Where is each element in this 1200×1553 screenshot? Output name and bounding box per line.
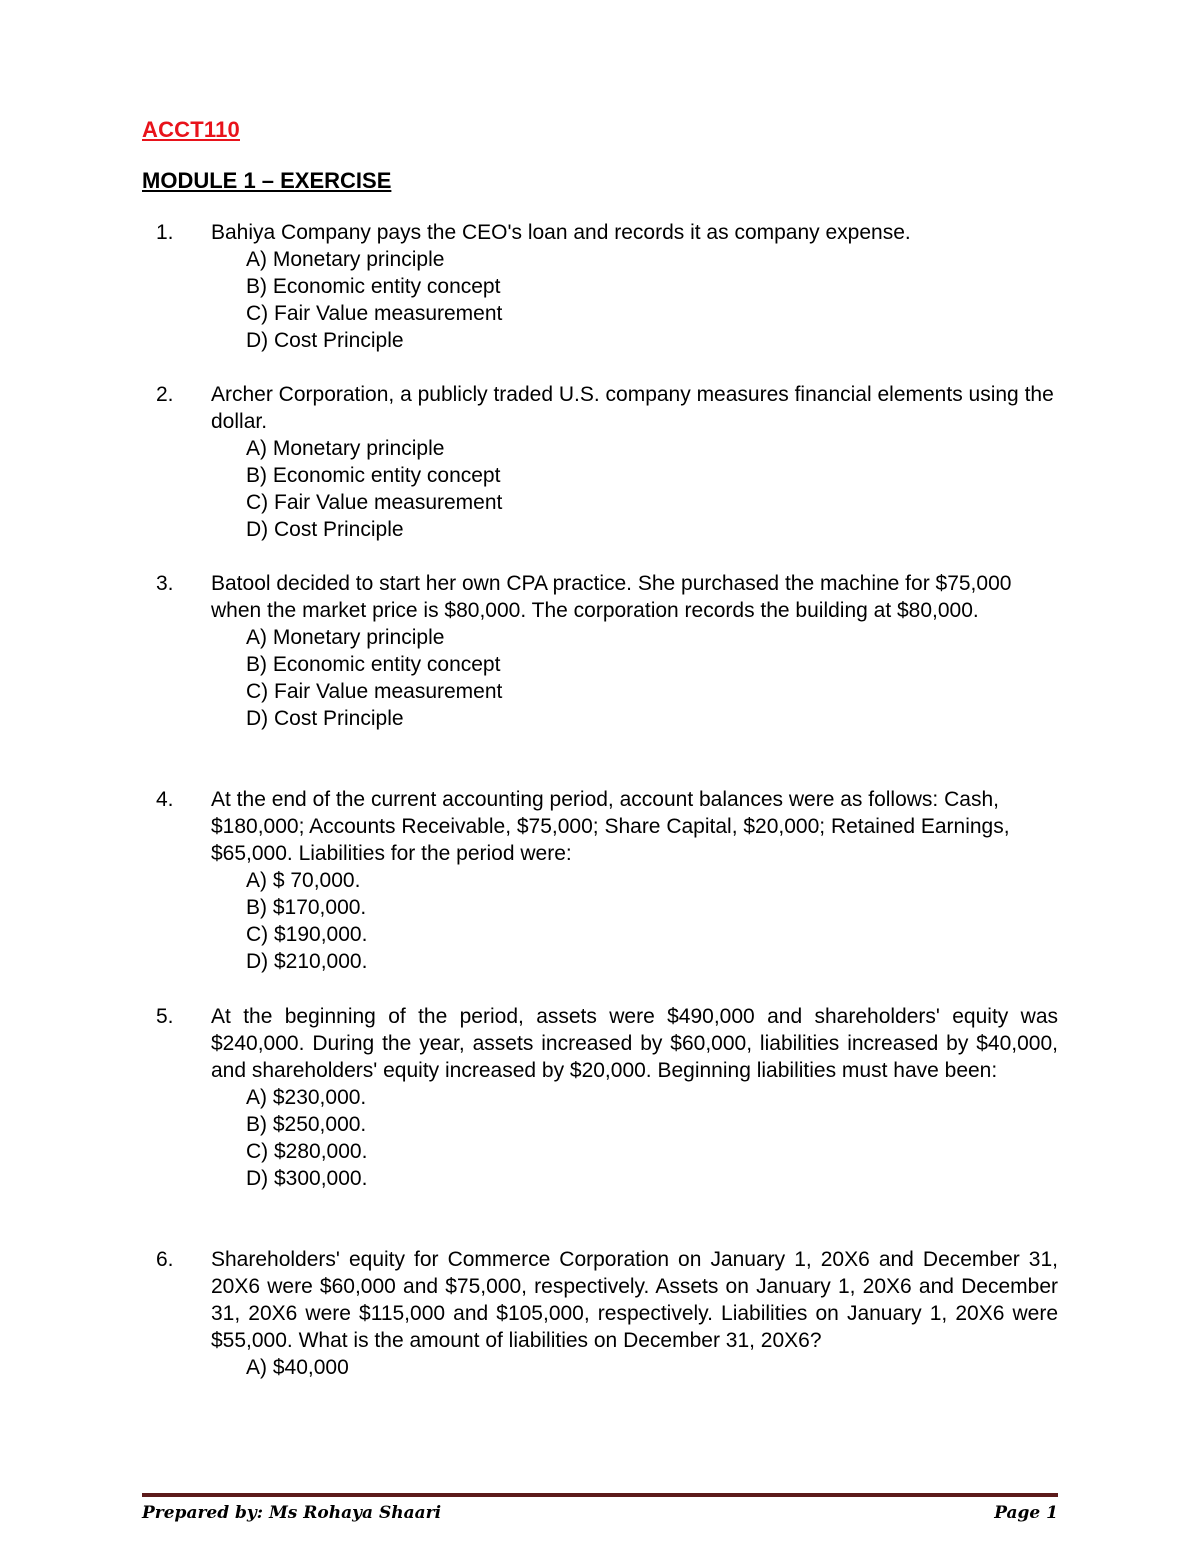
question-number: 1.: [156, 221, 174, 244]
question-text: Batool decided to start her own CPA practice. She purchased the machine for $75,000 when the market price is $80,000. The corporation records the building at $80,000.: [211, 572, 1012, 622]
option-b: B) $250,000.: [246, 1113, 367, 1136]
question-6: [142, 1246, 1058, 1381]
question-number: 3.: [156, 572, 174, 595]
question-2: [142, 381, 1058, 543]
option-c: C) $190,000.: [246, 923, 368, 946]
option-d: D) $210,000.: [246, 950, 368, 973]
question-number: 2.: [156, 383, 174, 406]
question-number: 5.: [156, 1005, 174, 1028]
answer-options: [246, 246, 1058, 354]
module-title: MODULE 1 – EXERCISE: [142, 168, 392, 193]
option-b: B) $170,000.: [246, 896, 367, 919]
option-b: B) Economic entity concept: [246, 653, 501, 676]
answer-options: [246, 867, 1058, 975]
option-a: A) $230,000.: [246, 1086, 367, 1109]
question-text: Archer Corporation, a publicly traded U.S. company measures financial elements using the dollar.: [211, 383, 1054, 433]
course-code: ACCT110: [142, 117, 240, 142]
option-c: C) $280,000.: [246, 1140, 368, 1163]
option-a: A) Monetary principle: [246, 248, 445, 271]
option-d: D) Cost Principle: [246, 707, 404, 730]
question-4: [142, 786, 1058, 975]
question-5: [142, 1003, 1058, 1192]
option-d: D) Cost Principle: [246, 518, 404, 541]
footer-divider: [142, 1493, 1058, 1497]
question-text: Bahiya Company pays the CEO's loan and records it as company expense.: [211, 221, 911, 244]
option-a: A) $ 70,000.: [246, 869, 361, 892]
answer-options: [246, 1084, 1058, 1192]
option-b: B) Economic entity concept: [246, 464, 501, 487]
question-number: 4.: [156, 788, 174, 811]
option-a: A) $40,000: [246, 1356, 349, 1379]
option-c: C) Fair Value measurement: [246, 302, 503, 325]
option-a: A) Monetary principle: [246, 626, 445, 649]
answer-options: [246, 624, 1058, 732]
question-text: Shareholders' equity for Commerce Corporation on January 1, 20X6 and December 31, 20X6 were $60,000 and $75,000, respectively. Assets on January 1, 20X6 and December 31, 20X6 were $115,000 and $105,000, respectively. Liabilities on January 1, 20X6 were $55,000. What is the amount of liabilities on December 31, 20X6?: [211, 1248, 1058, 1352]
question-text: At the end of the current accounting period, account balances were as follows: Cash, $180,000; Accounts Receivable, $75,000; Share Capital, $20,000; Retained Earnings, $65,000. Liabilities for the period were:: [211, 788, 1010, 865]
question-text: At the beginning of the period, assets were $490,000 and shareholders' equity was $240,000. During the year, assets increased by $60,000, liabilities increased by $40,000, and shareholders' equity increased by $20,000. Beginning liabilities must have been:: [211, 1005, 1058, 1082]
answer-options: [246, 435, 1058, 543]
option-b: B) Economic entity concept: [246, 275, 501, 298]
question-1: [142, 219, 1058, 354]
question-number: 6.: [156, 1248, 174, 1271]
option-c: C) Fair Value measurement: [246, 680, 503, 703]
footer-page-number: Page 1: [994, 1503, 1058, 1523]
footer-prepared-by: Prepared by: Ms Rohaya Shaari: [142, 1503, 442, 1523]
question-3: [142, 570, 1058, 732]
option-c: C) Fair Value measurement: [246, 491, 503, 514]
answer-options: [246, 1354, 1058, 1381]
option-a: A) Monetary principle: [246, 437, 445, 460]
option-d: D) $300,000.: [246, 1167, 368, 1190]
option-d: D) Cost Principle: [246, 329, 404, 352]
